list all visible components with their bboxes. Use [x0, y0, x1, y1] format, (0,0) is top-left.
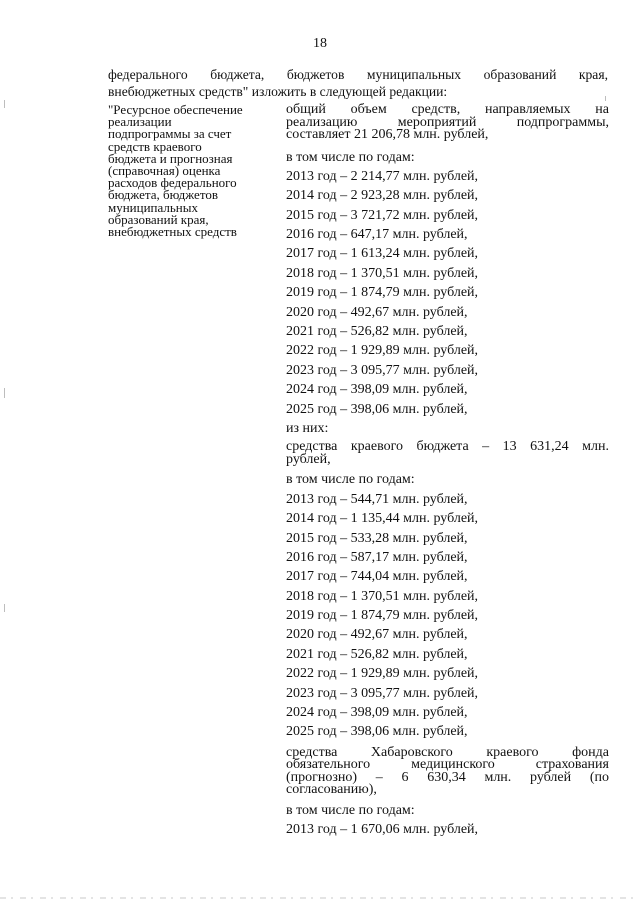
total-year-item: 2013 год – 2 214,77 млн. рублей,: [286, 168, 479, 184]
total-year-item: 2024 год – 398,09 млн. рублей,: [286, 382, 468, 398]
total-year-item: 2022 год – 1 929,89 млн. рублей,: [286, 343, 479, 359]
page-number: 18: [313, 36, 327, 51]
left-cell-line: бюджета, бюджетов: [108, 187, 218, 203]
regional-year-item: 2020 год – 492,67 млн. рублей,: [286, 627, 468, 643]
total-year-item: 2018 год – 1 370,51 млн. рублей,: [286, 265, 479, 281]
fund-line-1: средства Хабаровского краевого фонда: [286, 744, 609, 760]
regional-year-item: 2022 год – 1 929,89 млн. рублей,: [286, 666, 479, 682]
table-left-cell: [108, 104, 268, 238]
regional-year-item: 2013 год – 544,71 млн. рублей,: [286, 491, 468, 507]
total-year-item: 2025 год – 398,06 млн. рублей,: [286, 401, 468, 417]
left-cell-line: бюджета и прогнозная: [108, 150, 233, 166]
total-funding-paragraph: [286, 104, 609, 142]
fund-line-4: согласованию),: [286, 782, 377, 798]
left-cell-line: реализации: [108, 114, 172, 130]
by-years-label: в том числе по годам:: [286, 149, 415, 165]
left-cell-line: образований края,: [108, 211, 209, 227]
regional-year-item: 2016 год – 587,17 млн. рублей,: [286, 549, 468, 565]
fund-year-item: 2013 год – 1 670,06 млн. рублей,: [286, 822, 479, 838]
of-them-label: из них:: [286, 420, 329, 436]
table-right-cell: [286, 104, 609, 840]
left-cell-line: внебюджетных средств: [108, 224, 237, 240]
total-year-item: 2015 год – 3 721,72 млн. рублей,: [286, 207, 479, 223]
left-cell-line: (справочная) оценка: [108, 163, 221, 179]
total-year-item: 2023 год – 3 095,77 млн. рублей,: [286, 362, 479, 378]
regional-year-item: 2024 год – 398,09 млн. рублей,: [286, 705, 468, 721]
regional-year-item: 2019 год – 1 874,79 млн. рублей,: [286, 608, 479, 624]
left-cell-line: средств краевого: [108, 138, 202, 154]
left-cell-line: расходов федерального: [108, 175, 237, 191]
total-line-1: общий объем средств, направляемых на: [286, 102, 609, 117]
by-years-label-3: в том числе по годам:: [286, 802, 415, 818]
fund-line-2: обязательного медицинского страхования: [286, 757, 609, 773]
total-year-item: 2020 год – 492,67 млн. рублей,: [286, 304, 468, 320]
regional-year-item: 2021 год – 526,82 млн. рублей,: [286, 646, 468, 662]
regional-year-item: 2017 год – 744,04 млн. рублей,: [286, 569, 468, 585]
regional-year-item: 2025 год – 398,06 млн. рублей,: [286, 724, 468, 740]
intro-line-2: внебюджетных средств" изложить в следующей редакции:: [108, 84, 448, 99]
by-years-label-2: в том числе по годам:: [286, 472, 415, 488]
intro-paragraph: [108, 66, 608, 100]
regional-year-item: 2014 год – 1 135,44 млн. рублей,: [286, 511, 479, 527]
left-cell-line: подпрограммы за счет: [108, 126, 232, 142]
regional-year-item: 2018 год – 1 370,51 млн. рублей,: [286, 588, 479, 604]
fund-line-3: (прогнозно) – 6 630,34 млн. рублей (по: [286, 769, 609, 785]
total-year-item: 2014 год – 2 923,28 млн. рублей,: [286, 188, 479, 204]
total-year-item: 2019 год – 1 874,79 млн. рублей,: [286, 285, 479, 301]
total-year-item: 2017 год – 1 613,24 млн. рублей,: [286, 246, 479, 262]
regional-line-1: средства краевого бюджета – 13 631,24 млн.: [286, 439, 609, 455]
oms-fund-paragraph: [286, 744, 609, 798]
regional-year-item: 2023 год – 3 095,77 млн. рублей,: [286, 685, 479, 701]
regional-year-item: 2015 год – 533,28 млн. рублей,: [286, 530, 468, 546]
total-year-item: 2016 год – 647,17 млн. рублей,: [286, 227, 468, 243]
regional-line-2: рублей,: [286, 451, 331, 467]
left-cell-line: "Ресурсное обеспечение: [108, 102, 243, 117]
total-year-item: 2021 год – 526,82 млн. рублей,: [286, 324, 468, 340]
intro-line-1: федерального бюджета, бюджетов муниципальных образований края,: [108, 67, 608, 82]
total-line-2: реализацию мероприятий подпрограммы,: [286, 114, 609, 130]
total-line-3: составляет 21 206,78 млн. рублей,: [286, 127, 489, 142]
regional-budget-paragraph: [286, 441, 609, 466]
left-cell-line: муниципальных: [108, 199, 199, 215]
